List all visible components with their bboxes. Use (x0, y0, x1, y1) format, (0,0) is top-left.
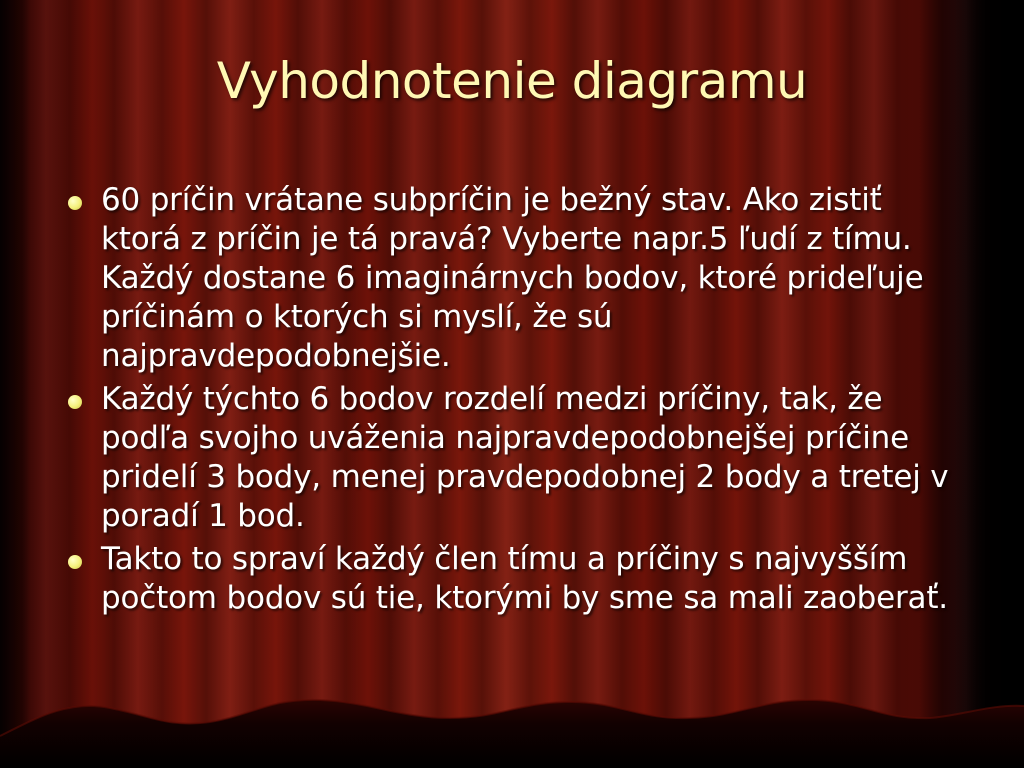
bullet-dot-icon (68, 555, 82, 569)
slide-title: Vyhodnotenie diagramu (216, 52, 808, 110)
bullet-item (66, 181, 966, 376)
bullet-text: 60 príčin vrátane subpríčin je bežný stav. Ako zistiť ktorá z príčin je tá pravá? Vyberte napr.5 ľudí z tímu. Každý dostane 6 imaginárnych bodov, ktoré prideľuje príčinám o ktorých si myslí, že sú najpravdepodobnejšie. (101, 182, 924, 374)
bullet-text: Takto to spraví každý člen tímu a príčiny s najvyšším počtom bodov sú tie, ktorými by sme sa mali zaoberať. (101, 541, 948, 616)
curtain-left-shadow (0, 0, 30, 768)
bullet-text: Každý týchto 6 bodov rozdelí medzi príčiny, tak, že podľa svojho uváženia najpravdepodobnejšej príčine pridelí 3 body, menej pravdepodobnej 2 body a tretej v poradí 1 bod. (101, 381, 949, 534)
bullet-list (66, 181, 966, 622)
curtain-bottom-valance (0, 678, 1024, 768)
bullet-item (66, 380, 966, 536)
bullet-item (66, 540, 966, 618)
bullet-dot-icon (68, 395, 82, 409)
bullet-dot-icon (68, 196, 82, 210)
